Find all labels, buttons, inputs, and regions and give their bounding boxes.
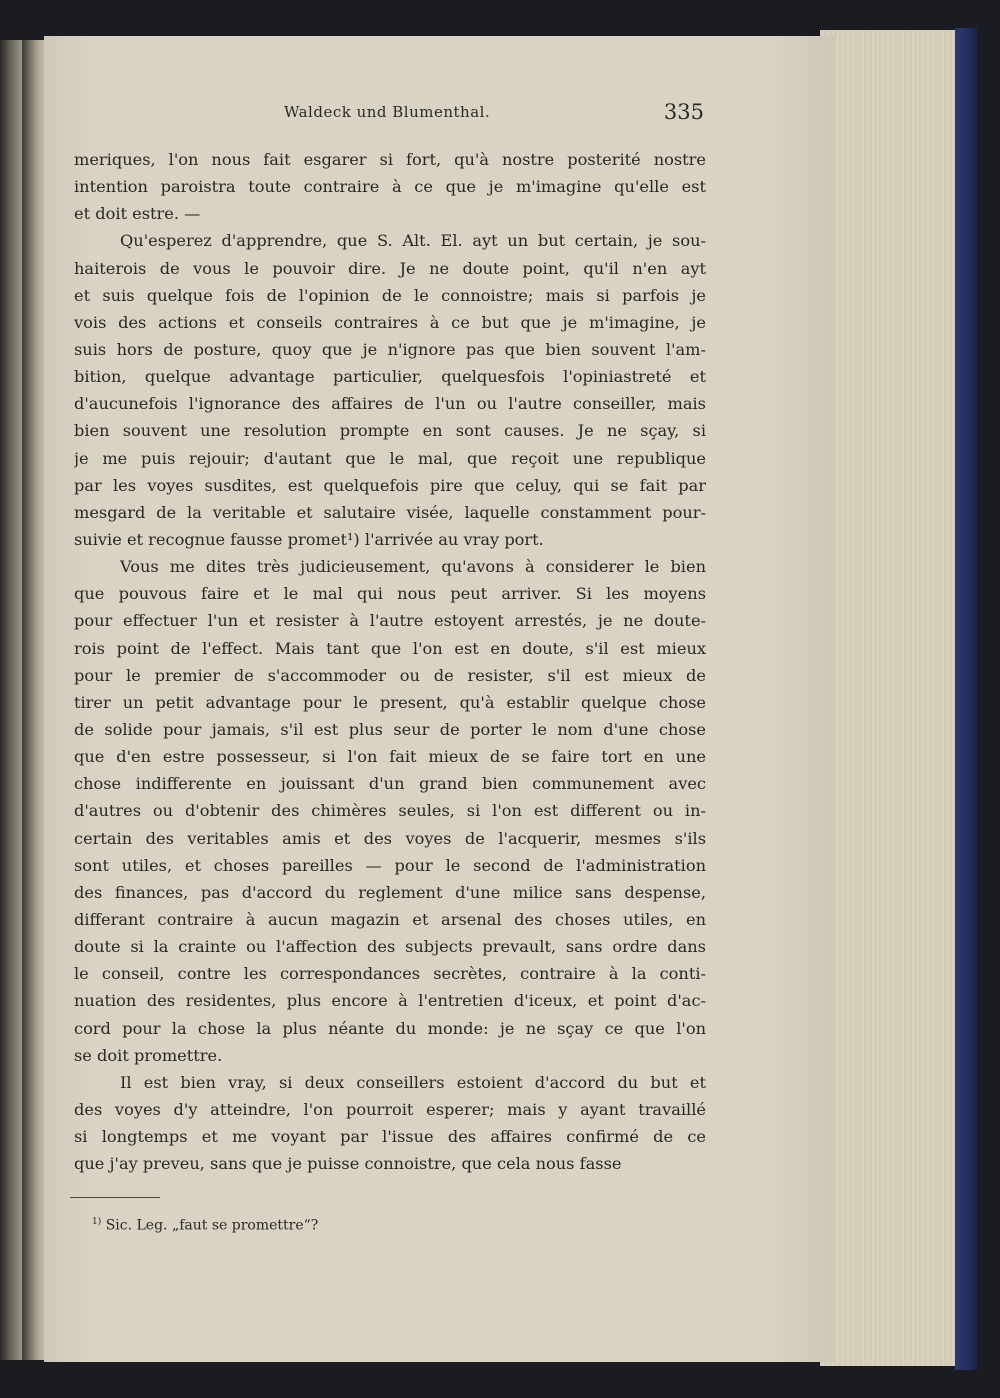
paragraph [74, 146, 706, 227]
book-cover-edge [955, 28, 977, 1370]
text-line: tirer un petit advantage pour le present, qu'à establir quelque chose [74, 692, 706, 712]
text-line: que d'en estre possesseur, si l'on fait mieux de se faire tort en une [74, 747, 706, 767]
text-line: meriques, l'on nous fait esgarer si fort, qu'à nostre posterité nostre [74, 150, 706, 169]
page-fore-edge [820, 30, 960, 1366]
text-line: suis hors de posture, quoy que je n'ignore pas que bien souvent l'am- [74, 339, 706, 359]
footnote-text: Sic. Leg. „faut se promettre“? [105, 1217, 319, 1234]
text-line: d'aucunefois l'ignorance des affaires de l'un ou l'autre conseiller, mais [74, 394, 706, 414]
paragraph [74, 1069, 706, 1178]
page-header [284, 100, 704, 133]
text-line: Qu'esperez d'apprendre, que S. Alt. El. ayt un but certain, je sou- [120, 231, 706, 251]
text-line: cord pour la chose la plus néante du monde: je ne sçay ce que l'on [74, 1018, 706, 1038]
text-line: de solide pour jamais, s'il est plus seur de porter le nom d'une chose [74, 719, 706, 739]
text-line: que pouvous faire et le mal qui nous peut arriver. Si les moyens [74, 584, 706, 604]
text-line: mesgard de la veritable et salutaire visée, laquelle constamment pour- [74, 502, 706, 522]
book-gutter [22, 40, 46, 1360]
text-line: des voyes d'y atteindre, l'on pourroit esperer; mais y ayant travaillé [74, 1099, 706, 1119]
text-line: si longtemps et me voyant par l'issue des affaires confirmé de ce [74, 1127, 706, 1147]
text-line: le conseil, contre les correspondances secrètes, contraire à la conti- [74, 964, 706, 984]
text-line: et suis quelque fois de l'opinion de le connoistre; mais si parfois je [74, 285, 706, 305]
paragraph [74, 227, 706, 553]
footnote [92, 1217, 318, 1234]
text-line: Il est bien vray, si deux conseillers estoient d'accord du but et [120, 1072, 706, 1092]
body-text [74, 146, 706, 1177]
text-line: se doit promettre. [74, 1045, 223, 1065]
page-number: 335 [663, 100, 704, 124]
text-line: pour le premier de s'accommoder ou de resister, s'il est mieux de [74, 665, 706, 685]
text-line: que j'ay preveu, sans que je puisse connoistre, que cela nous fasse [74, 1154, 622, 1174]
text-line: haiterois de vous le pouvoir dire. Je ne doute point, qu'il n'en ayt [74, 258, 706, 278]
text-line: pour effectuer l'un et resister à l'autre estoyent arrestés, je ne doute- [74, 611, 706, 631]
text-line: je me puis rejouir; d'autant que le mal, que reçoit une republique [74, 448, 706, 468]
footnote-rule [70, 1197, 160, 1198]
text-line: d'autres ou d'obtenir des chimères seules, si l'on est different ou in- [74, 801, 706, 821]
text-line: suivie et recognue fausse promet¹) l'arrivée au vray port. [74, 529, 544, 549]
text-line: des finances, pas d'accord du reglement d'une milice sans despense, [74, 882, 706, 902]
text-line: certain des veritables amis et des voyes de l'acquerir, mesmes s'ils [74, 828, 706, 848]
text-line: intention paroistra toute contraire à ce que je m'imagine qu'elle est [74, 177, 706, 197]
running-head: Waldeck und Blumenthal. [284, 103, 491, 121]
text-line: doute si la crainte ou l'affection des subjects prevault, sans ordre dans [74, 937, 706, 957]
paragraph [74, 553, 706, 1069]
text-line: bien souvent une resolution prompte en sont causes. Je ne sçay, si [74, 421, 706, 441]
text-line: rois point de l'effect. Mais tant que l'on est en doute, s'il est mieux [74, 638, 706, 658]
text-line: par les voyes susdites, est quelquefois pire que celuy, qui se fait par [74, 475, 706, 495]
footnote-marker: 1) [92, 1217, 102, 1227]
text-line: chose indifferente en jouissant d'un grand bien communement avec [74, 774, 706, 794]
text-line: et doit estre. — [74, 204, 201, 224]
text-line: Vous me dites très judicieusement, qu'avons à considerer le bien [120, 557, 706, 577]
text-line: vois des actions et conseils contraires à ce but que je m'imagine, je [74, 312, 706, 332]
text-line: bition, quelque advantage particulier, quelquesfois l'opiniastreté et [74, 367, 706, 387]
text-line: differant contraire à aucun magazin et arsenal des choses utiles, en [74, 909, 706, 929]
text-line: sont utiles, et choses pareilles — pour le second de l'administration [74, 855, 706, 875]
text-line: nuation des residentes, plus encore à l'entretien d'iceux, et point d'ac- [74, 991, 706, 1011]
left-page-sliver [0, 40, 22, 1360]
